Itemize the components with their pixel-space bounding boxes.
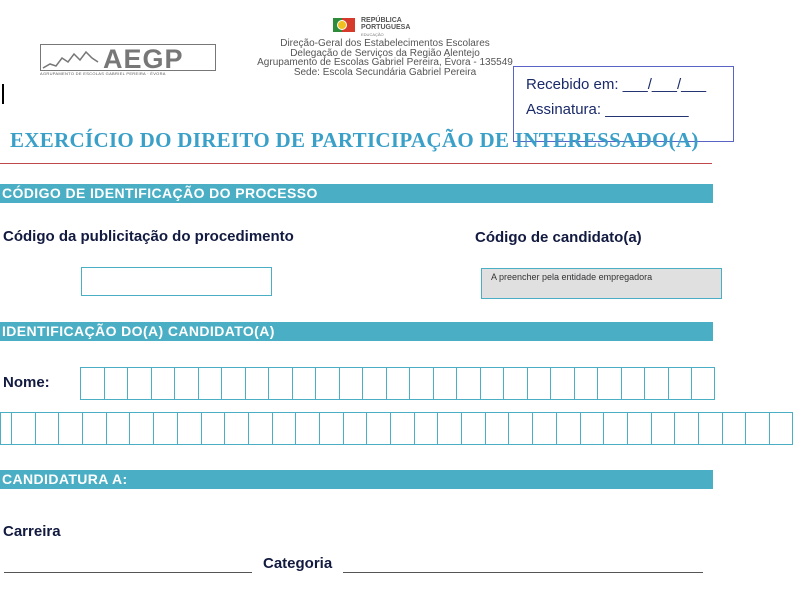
publication-code-label: Código da publicitação do procedimento <box>3 228 294 245</box>
name-cell[interactable] <box>315 367 339 400</box>
name-cell[interactable] <box>437 412 461 445</box>
name-cell[interactable] <box>597 367 621 400</box>
name-cell[interactable] <box>556 412 580 445</box>
name-cell[interactable] <box>386 367 410 400</box>
name-cell[interactable] <box>127 367 151 400</box>
name-cell[interactable] <box>106 412 130 445</box>
name-cell[interactable] <box>698 412 722 445</box>
gov-name <box>361 17 410 31</box>
name-cell[interactable] <box>485 412 509 445</box>
signature-field[interactable]: Assinatura: __________ <box>526 101 689 118</box>
name-cell[interactable] <box>129 412 153 445</box>
name-cell[interactable] <box>292 367 316 400</box>
text-cursor <box>2 84 4 104</box>
name-cell[interactable] <box>503 367 527 400</box>
name-cell[interactable] <box>35 412 59 445</box>
name-cell[interactable] <box>174 367 198 400</box>
title-rule <box>0 163 712 164</box>
name-cell[interactable] <box>627 412 651 445</box>
name-cell[interactable] <box>722 412 746 445</box>
candidate-code-box <box>481 268 722 299</box>
name-cell[interactable] <box>80 367 104 400</box>
gov-name-line2: PORTUGUESA <box>361 24 411 31</box>
name-cell[interactable] <box>362 367 386 400</box>
name-row-1[interactable] <box>80 367 715 400</box>
name-cell[interactable] <box>668 367 692 400</box>
name-cell[interactable] <box>461 412 485 445</box>
gov-name-line1: REPÚBLICA <box>361 17 402 24</box>
name-cell[interactable] <box>691 367 715 400</box>
name-cell[interactable] <box>272 412 296 445</box>
name-cell[interactable] <box>550 367 574 400</box>
name-cell[interactable] <box>319 412 343 445</box>
section-process-id: CÓDIGO DE IDENTIFICAÇÃO DO PROCESSO <box>0 184 713 203</box>
name-cell[interactable] <box>366 412 390 445</box>
section-application: CANDIDATURA A: <box>0 470 713 489</box>
name-cell[interactable] <box>343 412 367 445</box>
page-title: EXERCÍCIO DO DIREITO DE PARTICIPAÇÃO DE INTERESSADO(A) <box>10 128 699 152</box>
name-cell[interactable] <box>409 367 433 400</box>
aegp-logo-subtext: AGRUPAMENTO DE ESCOLAS GABRIEL PEREIRA · ÉVORA <box>40 71 166 76</box>
name-cell[interactable] <box>574 367 598 400</box>
name-cell[interactable] <box>245 367 269 400</box>
name-cell[interactable] <box>82 412 106 445</box>
name-cell[interactable] <box>224 412 248 445</box>
candidate-code-label: Código de candidato(a) <box>475 229 642 246</box>
name-cell[interactable] <box>104 367 128 400</box>
name-cell[interactable] <box>11 412 35 445</box>
name-cell[interactable] <box>480 367 504 400</box>
name-cell[interactable] <box>58 412 82 445</box>
publication-code-input[interactable] <box>81 267 272 296</box>
name-cell[interactable] <box>221 367 245 400</box>
name-cell[interactable] <box>621 367 645 400</box>
header-line-4: Sede: Escola Secundária Gabriel Pereira <box>293 66 477 78</box>
header-line-1: Direção-Geral dos Estabelecimentos Escolares <box>280 38 490 49</box>
name-cell[interactable] <box>769 412 793 445</box>
name-cell[interactable] <box>644 367 668 400</box>
name-cell[interactable] <box>745 412 769 445</box>
name-cell[interactable] <box>508 412 532 445</box>
name-cell[interactable] <box>177 412 201 445</box>
career-input[interactable] <box>4 571 252 573</box>
name-cell[interactable] <box>295 412 319 445</box>
name-row-2[interactable] <box>0 412 793 445</box>
aegp-logo-text: AEGP <box>103 44 184 74</box>
name-cell[interactable] <box>527 367 551 400</box>
section-candidate-id: IDENTIFICAÇÃO DO(A) CANDIDATO(A) <box>0 322 713 341</box>
career-label: Carreira <box>3 523 61 540</box>
name-cell[interactable] <box>198 367 222 400</box>
name-cell[interactable] <box>268 367 292 400</box>
name-cell[interactable] <box>456 367 480 400</box>
name-cell[interactable] <box>651 412 675 445</box>
name-cell[interactable] <box>580 412 604 445</box>
name-cell[interactable] <box>248 412 272 445</box>
name-cell[interactable] <box>603 412 627 445</box>
name-cell[interactable] <box>414 412 438 445</box>
name-label: Nome: <box>3 374 50 391</box>
header-line-3: Agrupamento de Escolas Gabriel Pereira, Évora - 135549 <box>257 57 513 68</box>
name-cell[interactable] <box>0 412 11 445</box>
category-label: Categoria <box>263 555 333 572</box>
name-cell[interactable] <box>339 367 363 400</box>
name-cell[interactable] <box>532 412 556 445</box>
category-input[interactable] <box>343 571 703 573</box>
name-cell[interactable] <box>674 412 698 445</box>
received-date-field[interactable]: Recebido em: ___/___/___ <box>526 76 707 93</box>
name-cell[interactable] <box>153 412 177 445</box>
name-cell[interactable] <box>201 412 225 445</box>
name-cell[interactable] <box>433 367 457 400</box>
republic-emblem-icon <box>333 16 357 34</box>
header-line-2: Delegação de Serviços da Região Alentejo <box>290 47 480 59</box>
name-cell[interactable] <box>390 412 414 445</box>
gov-sub: EDUCAÇÃO <box>361 32 384 37</box>
name-cell[interactable] <box>151 367 175 400</box>
candidate-code-hint: A preencher pela entidade empregadora <box>491 272 653 282</box>
